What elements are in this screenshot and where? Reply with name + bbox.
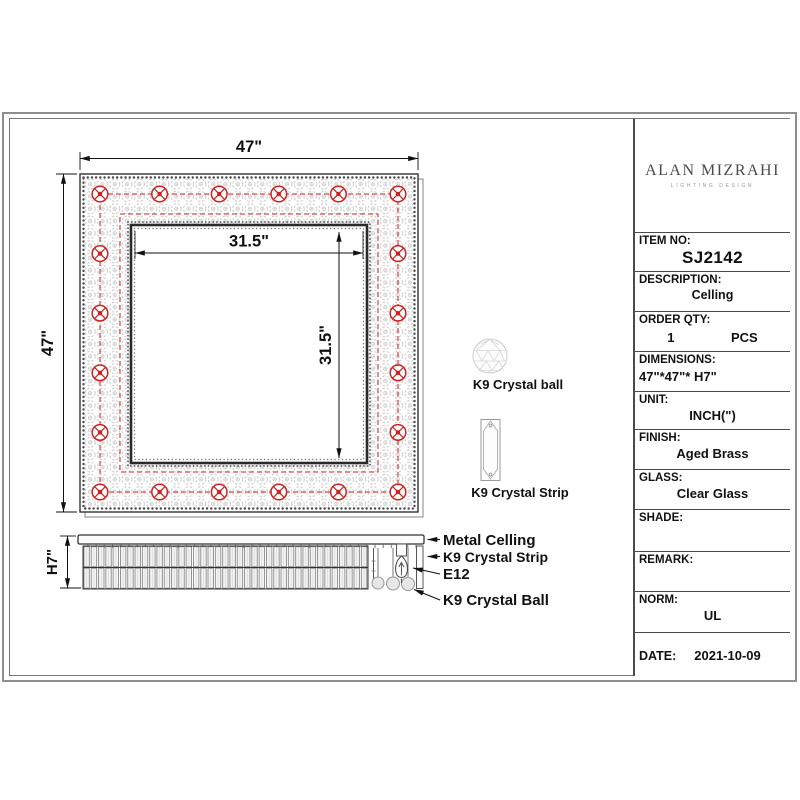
field-finish [635, 429, 790, 469]
field-label: SHADE: [639, 512, 684, 524]
field-dimensions [635, 351, 790, 391]
field-label: ORDER QTY: [639, 314, 711, 326]
lamp-symbol [331, 484, 347, 500]
field-label: DIMENSIONS: [639, 354, 716, 366]
title-block [633, 119, 790, 676]
lamp-symbol [152, 186, 168, 202]
lamp-symbol [271, 484, 287, 500]
field-order-qty [635, 311, 790, 351]
lamp-symbol [390, 186, 406, 202]
lamp-symbol [390, 425, 406, 441]
lamp-symbol [92, 365, 108, 381]
lamp-symbol [390, 246, 406, 262]
lamp-symbol [390, 365, 406, 381]
field-label: DATE: [639, 648, 677, 663]
lamp-symbol [92, 186, 108, 202]
lamp-symbol [92, 484, 108, 500]
elevation-height-dim: H7" [44, 548, 61, 576]
field-description [635, 271, 790, 311]
legend [471, 339, 569, 500]
crystal-ball [402, 578, 415, 591]
field-label: DESCRIPTION: [639, 274, 722, 286]
unit-value: INCH(") [689, 408, 736, 423]
callout-metal-ceiling: Metal Celling [443, 532, 536, 549]
field-label: NORM: [639, 594, 678, 606]
brand-tagline: LIGHTING DESIGN [670, 183, 755, 189]
plan-view [80, 174, 423, 517]
brand-name: ALAN MIZRAHI [645, 162, 780, 179]
field-item-no [635, 232, 790, 271]
lamp-symbol [92, 246, 108, 262]
field-label: FINISH: [639, 432, 681, 444]
lamp-symbol [271, 186, 287, 202]
field-shade [635, 509, 790, 551]
lamp-symbol [211, 484, 227, 500]
elevation-view [44, 535, 424, 591]
glass-value: Clear Glass [676, 486, 749, 501]
crystal-ball-icon [473, 339, 507, 373]
field-norm [635, 591, 790, 632]
field-label: GLASS: [639, 472, 683, 484]
lamp-symbol [92, 425, 108, 441]
crystal-strip-icon [481, 420, 500, 481]
item-number: SJ2142 [681, 248, 743, 267]
crystal-ball [372, 577, 384, 589]
callout-e12: E12 [443, 566, 470, 583]
field-label: UNIT: [639, 394, 669, 406]
callouts [413, 532, 549, 609]
qty-value: 1 [667, 330, 675, 345]
field-remark [635, 551, 790, 591]
norm-value: UL [703, 608, 722, 623]
end-crystal-strip [417, 546, 424, 589]
plan-width-dim: 47" [235, 138, 263, 156]
callout-crystal-ball: K9 Crystal Ball [443, 592, 549, 609]
field-glass [635, 469, 790, 509]
metal-ceiling-plate [78, 535, 424, 544]
field-unit [635, 391, 790, 429]
callout-crystal-strip: K9 Crystal Strip [443, 549, 549, 565]
field-label: REMARK: [639, 554, 694, 566]
lamp-symbol [390, 305, 406, 321]
field-label: ITEM NO: [639, 235, 691, 247]
brand-logo [635, 119, 790, 232]
finish-value: Aged Brass [676, 446, 749, 461]
lamp-symbol [331, 186, 347, 202]
lamp-symbol [92, 305, 108, 321]
lamp-symbol [390, 484, 406, 500]
inner-width-dim: 31.5" [229, 232, 269, 251]
lamp-symbol [152, 484, 168, 500]
inner-height-dim: 31.5" [317, 325, 335, 365]
bulb-socket [397, 544, 407, 556]
plan-height-dim: 47" [39, 329, 57, 357]
field-date [635, 632, 790, 676]
crystal-ball [387, 577, 400, 590]
description-value: Celling [691, 288, 734, 302]
lamp-symbol [211, 186, 227, 202]
qty-unit: PCS [731, 330, 758, 345]
dimensions-value: 47"*47"* H7" [639, 369, 717, 384]
date-value: 2021-10-09 [694, 648, 761, 663]
legend-strip-label: K9 Crystal Strip [471, 485, 569, 500]
legend-ball-label: K9 Crystal ball [472, 377, 564, 392]
